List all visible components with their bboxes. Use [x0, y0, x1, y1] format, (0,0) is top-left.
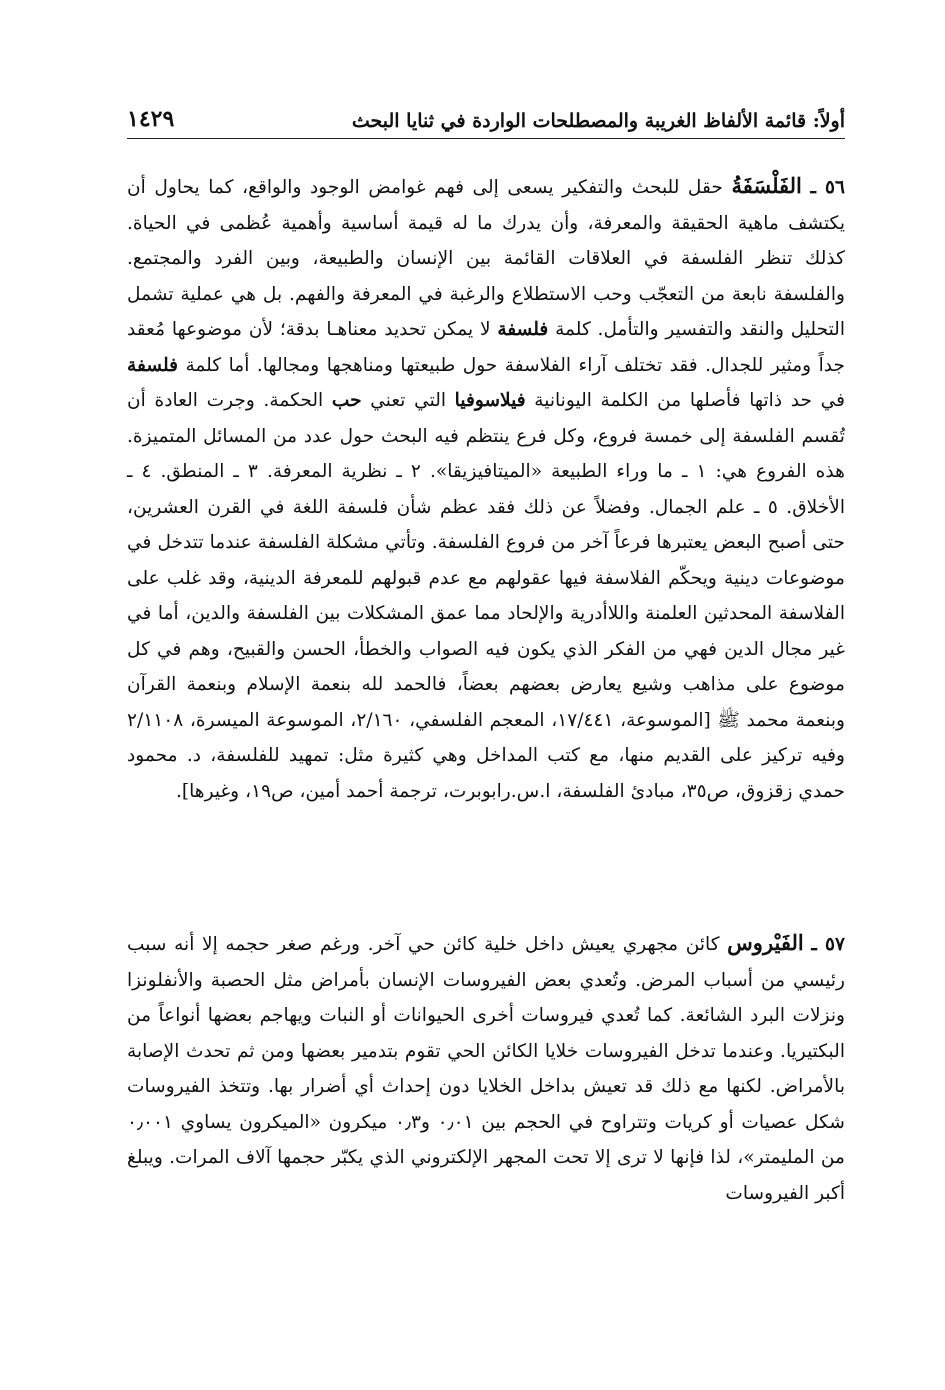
- entry-text: لا يمكن تحديد معناهـا بدقة؛ لأن موضوعها مُعقد جداً ومثير للجدال. فقد تختلف آراء الفلاسفة حول طبيعتها ومناهجها ومجالها. أما كلمة: [127, 319, 845, 376]
- entry-text: حقل للبحث والتفكير يسعى إلى فهم غوامض الوجود والواقع، كما يحاول أن يكتشف ماهية الحقيقة والمعرفة، وأن يدرك ما له قيمة أساسية وأهمية عُظمى في الحياة. كذلك تنظر الفلسفة في العلاقات القائمة بين الإنسان والطبيعة، وبين الفرد والمجتمع. والفلسفة نابعة من التعجّب وحب الاستطلاع والرغبة في المعرفة والفهم. بل هي عملية تشمل التحليل والنقد والتفسير والتأمل. كلمة: [127, 177, 846, 340]
- keyword-philosophia: فيلاسوفيا: [454, 390, 526, 411]
- entry-text: كائن مجهري يعيش داخل خلية كائن حي آخر. ورغم صغر حجمه إلا أنه سبب رئيسي من أسباب المرض. وتُعدي بعض الفيروسات الإنسان بأمراض مثل الحصبة والأنفلونزا ونزلات البرد الشائعة. كما تُعدي فيروسات أخرى الحيوانات أو النبات ويهاجم بعضها أنواعاً من البكتيريا. وعندما تدخل الفيروسات خلايا الكائن الحي تقوم بتدمير بعضها ومن ثم تحدث الإصابة بالأمراض. لكنها مع ذلك قد تعيش بداخل الخلايا دون إحداث أي أضرار بها. وتتخذ الفيروسات شكل عصيات أو كريات وتتراوح في الحجم بين ٠٫٠١ و٠٫٣ ميكرون «الميكرون يساوي ٠٫٠٠١ من المليمتر»، لذا فإنها لا ترى إلا تحت المجهر الإلكتروني الذي يكبّر حجمها آلاف المرات. ويبلغ أكبر الفيروسات: [127, 934, 845, 1204]
- running-title: أولاً: قائمة الألفاظ الغريبة والمصطلحات الواردة في ثنايا البحث: [351, 110, 845, 132]
- page-header: [127, 96, 845, 132]
- entry-number: ٥٦ ـ: [810, 177, 846, 198]
- entry-text: في حد ذاتها فأصلها من الكلمة اليونانية: [525, 390, 845, 411]
- glossary-entry-56: [127, 168, 845, 809]
- entry-number: ٥٧ ـ: [811, 934, 845, 955]
- entry-text: الحكمة. وجرت العادة أن تُقسم الفلسفة إلى خمسة فروع، وكل فرع ينتظم فيه البحث حول عدد من المسائل المتميزة. هذه الفروع هي: ١ ـ ما وراء الطبيعة «الميتافيزيقا». ٢ ـ نظرية المعرفة. ٣ ـ المنطق. ٤ ـ الأخلاق. ٥ ـ علم الجمال. وفضلاً عن ذلك فقد عظم شأن فلسفة اللغة في القرن العشرين، حتى أصبح البعض يعتبرها فرعاً آخر من فروع الفلسفة. وتأتي مشكلة الفلسفة عندما تتدخل في موضوعات دينية ويحكّم الفلاسفة فيها عقولهم مع عدم قبولهم للمعرفة الدينية، وقد غلب على الفلاسفة المحدثين العلمنة واللاأدرية والإلحاد مما عمق المشكلات بين الفلسفة والدين، أما في غير مجال الدين فهي من الفكر الذي يكون فيه الصواب والخطأ، الحسن والقبيح، وهم في كل موضوع على مذاهب وشيع يعارض بعضهم بعضاً، فالحمد لله بنعمة الإسلام وبنعمة القرآن وبنعمة محمد ﷺ [الموسوعة، ١٧/٤٤١، المعجم الفلسفي، ٢/١٦٠، الموسوعة الميسرة، ٢/١١٠٨ وفيه تركيز على القديم منها، مع كتب المداخل وهي كثيرة مثل: تمهيد للفلسفة، د. محمود حمدي زقزوق، ص٣٥، مبادئ الفلسفة، ا.س.رابوبرت، ترجمة أحمد أمين، ص١٩، وغيرها].: [127, 390, 846, 802]
- page-number: ١٤٢٩: [127, 106, 175, 132]
- entry-paragraph: [127, 925, 845, 1211]
- header-rule: [127, 138, 845, 139]
- glossary-entry-57: [127, 925, 845, 1211]
- entry-term: الفَلْسَفَةُ: [731, 173, 802, 198]
- entry-paragraph: [127, 168, 845, 809]
- keyword-falsafa: فلسفة: [497, 319, 549, 340]
- keyword-hubb: حب: [331, 390, 362, 411]
- entry-text: التي تعني: [361, 390, 455, 411]
- keyword-falsafa: فلسفة: [127, 354, 179, 376]
- entry-term: الفَيْروس: [727, 930, 804, 955]
